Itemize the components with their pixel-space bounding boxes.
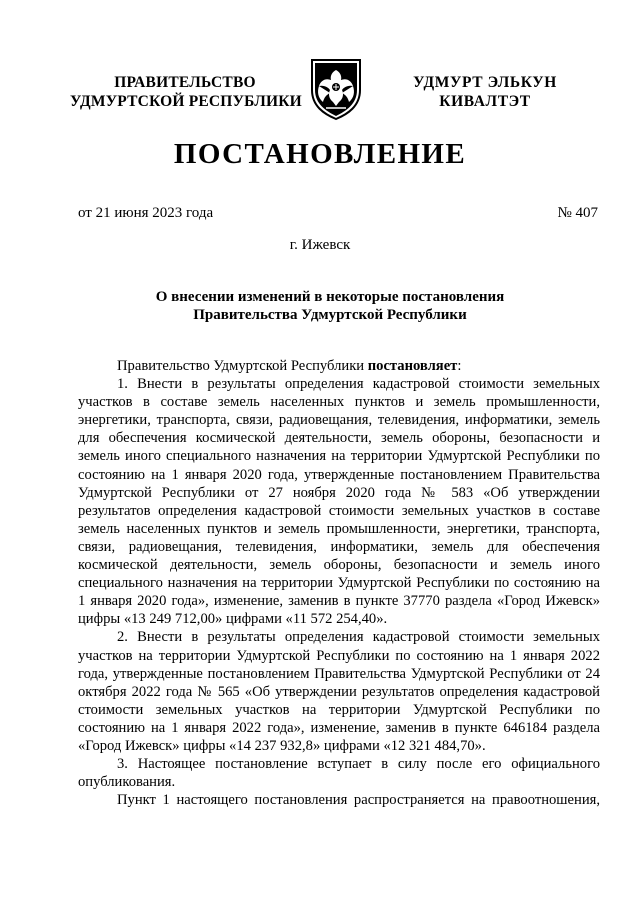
intro-text: Правительство Удмуртской Республики <box>117 358 368 374</box>
body-paragraph-1: 1. Внести в результаты определения кадастровой стоимости земельных участков в составе земель населенных пунктов и земель промышленности, энергетики, транспорта, связи, радиовещания, телевидения, информатики, земель для обеспечения космической деятельности, земель обороны, безопасности и земель иного специального назначения на территории Удмуртской Республики по состоянию на 1 января 2020 года, утвержденные постановлением Правительства Удмуртской Республики от 27 ноября 2020 года № 583 «Об утверждении результатов определения кадастровой стоимости земельных участков в составе земель населенных пунктов и земель промышленности, энергетики, транспорта, связи, радиовещания, телевидения, информатики, земель для обеспечения космической деятельности, земель обороны, безопасности и земель иного специального назначения на территории Удмуртской Республики по состоянию на 1 января 2020 года», изменение, заменив в пункте 37770 раздела «Город Ижевск» цифры «13 249 712,00» цифрами «11 572 254,40». <box>78 376 600 628</box>
document-body <box>78 357 600 809</box>
intro-bold: постановляет <box>367 358 458 374</box>
header-right-line1: УДМУРТ ЭЛЬКУН <box>413 74 557 91</box>
document-number: № 407 <box>557 205 598 221</box>
header-right-line2: КИВАЛТЭТ <box>439 93 531 110</box>
document-city: г. Ижевск <box>289 237 351 253</box>
document-subject <box>60 288 600 324</box>
document-date: от 21 июня 2023 года <box>78 205 214 221</box>
body-paragraph-3: 3. Настоящее постановление вступает в силу после его официального опубликования. <box>78 756 600 791</box>
intro-colon: : <box>457 358 462 374</box>
subject-line1: О внесении изменений в некоторые постановления <box>155 289 505 305</box>
body-paragraph-4: Пункт 1 настоящего постановления распространяется на правоотношения, <box>117 792 600 809</box>
udmurt-coat-of-arms-icon <box>306 56 366 122</box>
header-left-line2: УДМУРТСКОЙ РЕСПУБЛИКИ <box>70 93 302 110</box>
document-title: ПОСТАНОВЛЕНИЕ <box>173 138 467 170</box>
body-paragraph-2: 2. Внести в результаты определения кадастровой стоимости земельных участков на территории Удмуртской Республики по состоянию на 1 января 2022 года, утвержденные постановлением Правительства Удмуртской Республики от 24 октября 2022 года № 565 «Об утверждении результатов определения кадастровой стоимости земельных участков на территории Удмуртской Республики по состоянию на 1 января 2022 года», изменение, заменив в пункте 646184 раздела «Город Ижевск» цифры «14 237 932,8» цифрами «12 321 484,70». <box>78 629 600 754</box>
body-intro <box>78 357 600 375</box>
header-left-line1: ПРАВИТЕЛЬСТВО <box>114 74 256 91</box>
header-right-block <box>400 73 570 111</box>
subject-line2: Правительства Удмуртской Республики <box>193 307 467 323</box>
header-left-block <box>70 73 300 111</box>
